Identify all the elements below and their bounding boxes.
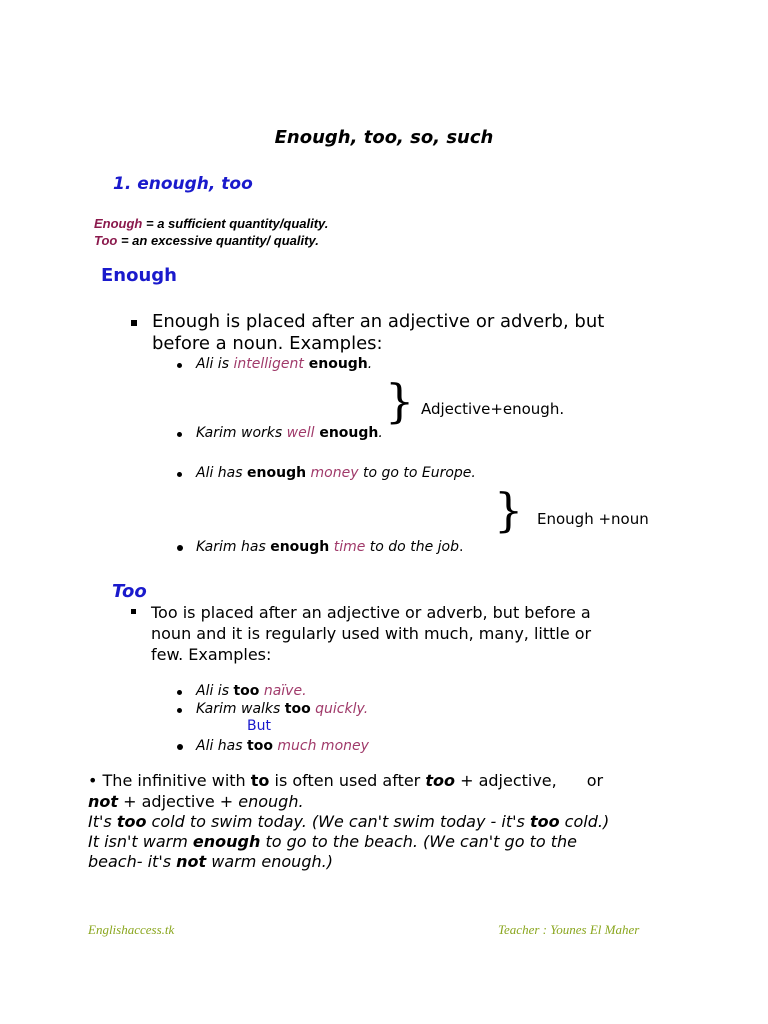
infinitive-line-1 <box>88 771 603 791</box>
infinitive-line-5 <box>88 852 333 872</box>
example-enough-4 <box>196 539 463 555</box>
example-bold: too <box>233 683 260 699</box>
example-text: Karim has <box>196 539 271 555</box>
square-bullet <box>131 320 137 326</box>
example-bold: too <box>247 738 273 754</box>
text: beach- it's <box>88 852 177 871</box>
example-text: . <box>458 539 464 555</box>
text: to go to the beach. (We can't go to the <box>260 832 577 851</box>
example-highlight: intelligent <box>233 356 304 372</box>
bold-text: to <box>250 771 270 790</box>
bullet-dot <box>177 432 182 437</box>
bullet-dot <box>177 472 182 477</box>
bullet-dot <box>177 545 183 551</box>
definition-term: Too <box>94 233 118 248</box>
bullet-dot <box>177 744 183 750</box>
italic-text: enough. <box>238 792 304 811</box>
definition-too <box>94 233 319 248</box>
example-text: Ali has <box>196 738 248 754</box>
example-text: Ali is <box>196 683 234 699</box>
example-enough-3 <box>196 465 476 481</box>
example-too-1 <box>196 683 307 699</box>
bullet-dot <box>177 708 182 713</box>
too-rule-line1: Too is placed after an adjective or adverb, but before a <box>151 603 591 622</box>
example-highlight: much money <box>272 738 369 754</box>
text: It's <box>88 812 117 831</box>
example-text: . <box>378 425 383 441</box>
example-text: Ali has <box>196 465 248 481</box>
bullet-dot <box>177 690 182 695</box>
example-bold: too <box>284 701 311 717</box>
example-bold: enough <box>303 356 368 372</box>
enough-rule-line1: Enough is placed after an adjective or adverb, but <box>152 311 605 332</box>
example-text: Ali is <box>196 356 234 372</box>
example-highlight: time <box>329 539 366 555</box>
bold-text: too <box>425 771 455 790</box>
section-heading-enough-too: 1. enough, too <box>113 174 253 194</box>
infinitive-line-3 <box>88 812 609 832</box>
text: cold.) <box>559 812 610 831</box>
but-label: But <box>247 718 271 734</box>
example-text: Karim works <box>196 425 287 441</box>
definition-text: = an excessive quantity/ quality. <box>117 233 319 248</box>
square-bullet <box>131 609 136 614</box>
text: or <box>586 771 604 790</box>
text: warm enough.) <box>206 852 333 871</box>
definition-text: = a sufficient quantity/quality. <box>142 216 329 231</box>
example-enough-2 <box>196 425 383 441</box>
example-highlight: naïve. <box>259 683 307 699</box>
example-text: to go to Europe. <box>358 465 476 481</box>
definition-term: Enough <box>94 216 143 231</box>
example-bold: enough <box>270 539 330 555</box>
text: + adjective + <box>118 792 239 811</box>
bold-text: not <box>176 852 207 871</box>
example-bold: enough <box>247 465 307 481</box>
text: • The infinitive with <box>88 771 251 790</box>
bold-text: too <box>116 812 147 831</box>
page-title: Enough, too, so, such <box>274 127 494 148</box>
footer-site: Englishaccess.tk <box>88 922 175 937</box>
heading-enough: Enough <box>101 265 177 286</box>
brace-icon: } <box>385 374 415 428</box>
bold-text: not <box>88 792 119 811</box>
label-adjective-enough: Adjective+enough. <box>421 400 565 418</box>
bold-text: enough <box>192 832 261 851</box>
example-highlight: well <box>286 425 315 441</box>
text: It isn't warm <box>88 832 193 851</box>
example-text: Karim walks <box>196 701 285 717</box>
bullet-dot <box>177 363 182 368</box>
example-text: . <box>367 356 373 372</box>
infinitive-line-4 <box>88 832 577 852</box>
example-too-2 <box>196 701 368 717</box>
example-enough-1 <box>196 356 372 372</box>
footer-teacher: Teacher : Younes El Maher <box>498 922 640 937</box>
definition-enough <box>94 216 328 231</box>
infinitive-line-2 <box>88 792 304 812</box>
heading-too: Too <box>112 581 147 602</box>
text: + adjective, <box>454 771 557 790</box>
too-rule-line2: noun and it is regularly used with much, many, little or <box>151 624 592 643</box>
bold-text: too <box>529 812 560 831</box>
label-enough-noun: Enough +noun <box>537 510 649 528</box>
too-rule-line3: few. Examples: <box>151 645 272 664</box>
brace-icon: } <box>494 483 524 537</box>
example-highlight: money <box>306 465 359 481</box>
example-highlight: quickly. <box>310 701 369 717</box>
example-bold: enough <box>314 425 379 441</box>
text: is often used after <box>269 771 426 790</box>
example-text: to do the job <box>365 539 459 555</box>
example-too-3 <box>196 738 369 754</box>
enough-rule-line2: before a noun. Examples: <box>152 333 383 354</box>
text: cold to swim today. (We can't swim today - it's <box>146 812 530 831</box>
